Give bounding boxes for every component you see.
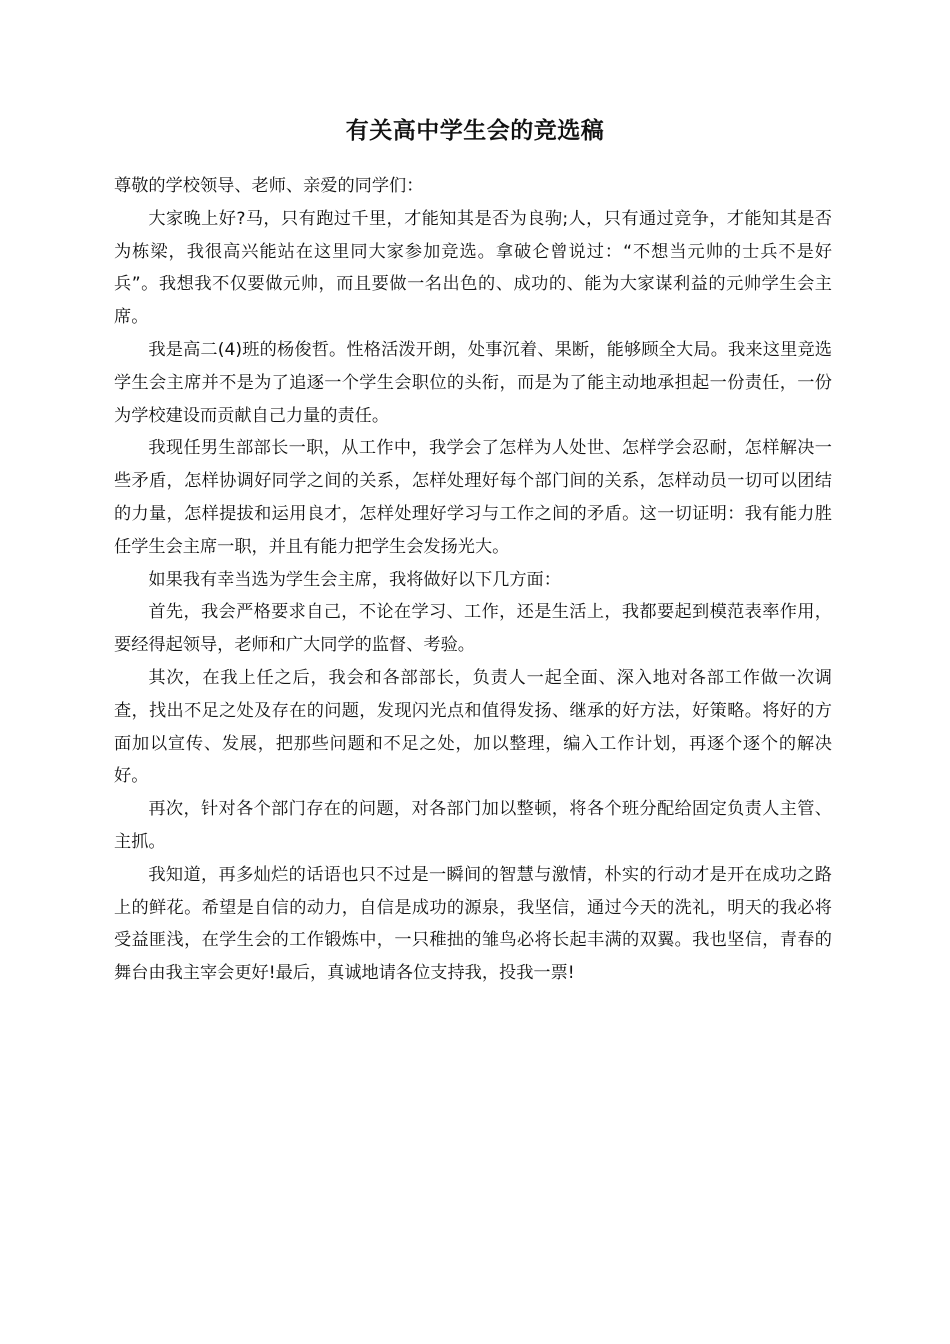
paragraph-closing: 我知道，再多灿烂的话语也只不过是一瞬间的智慧与激情，朴实的行动才是开在成功之路上的鲜花。希望是自信的动力，自信是成功的源泉，我坚信，通过今天的洗礼，明天的我必将受益匪浅，在学生会的工作锻炼中，一只稚拙的雏鸟必将长起丰满的双翼。我也坚信，青春的舞台由我主宰会更好!最后，真诚地请各位支持我，投我一票!	[114, 864, 832, 984]
salutation: 尊敬的学校领导、老师、亲爱的同学们：	[114, 176, 424, 196]
paragraph-plan-second: 其次，在我上任之后，我会和各部部长，负责人一起全面、深入地对各部工作做一次调查，找出不足之处及存在的问题，发现闪光点和值得发扬、继承的好方法，好策略。将好的方面加以宣传、发展，把那些问题和不足之处，加以整理，编入工作计划，再逐个逐个的解决好。	[114, 667, 832, 787]
paragraph-plan-intro: 如果我有幸当选为学生会主席，我将做好以下几方面：	[148, 569, 561, 590]
paragraph-plan-third: 再次，针对各个部门存在的问题，对各部门加以整顿，将各个班分配给固定负责人主管、主抓。	[114, 799, 832, 852]
paragraph-self-introduction: 我是高二(4)班的杨俊哲。性格活泼开朗，处事沉着、果断，能够顾全大局。我来这里竞选学生会主席并不是为了追逐一个学生会职位的头衔，而是为了能主动地承担起一份责任，一份为学校建设而贡献自己力量的责任。	[114, 339, 832, 426]
paragraph-greeting: 大家晚上好?马，只有跑过千里，才能知其是否为良驹;人，只有通过竞争，才能知其是否为栋梁，我很高兴能站在这里同大家参加竞选。拿破仑曾说过：“不想当元帅的士兵不是好兵”。我想我不仅要做元帅，而且要做一名出色的、成功的、能为大家谋利益的元帅学生会主席。	[114, 208, 832, 328]
paragraph-experience: 我现任男生部部长一职，从工作中，我学会了怎样为人处世、怎样学会忍耐，怎样解决一些矛盾，怎样协调好同学之间的关系，怎样处理好每个部门间的关系，怎样动员一切可以团结的力量，怎样提拔和运用良才，怎样处理好学习与工作之间的矛盾。这一切证明：我有能力胜任学生会主席一职，并且有能力把学生会发扬光大。	[114, 438, 832, 557]
paragraph-plan-first: 首先，我会严格要求自己，不论在学习、工作，还是生活上，我都要起到模范表率作用，要经得起领导，老师和广大同学的监督、考验。	[114, 602, 832, 656]
document-body	[114, 170, 832, 990]
document-title: 有关高中学生会的竞选稿	[345, 118, 605, 144]
